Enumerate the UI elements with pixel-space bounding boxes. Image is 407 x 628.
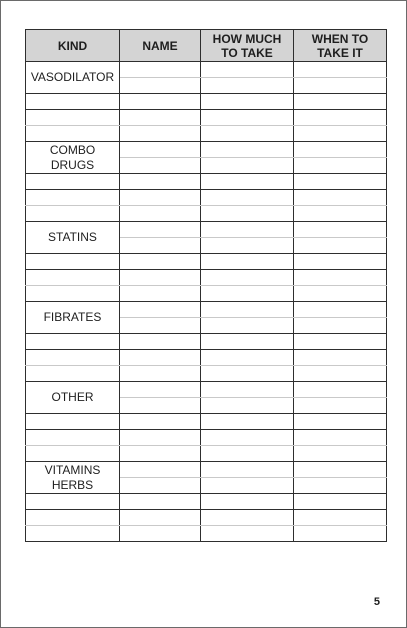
dose-entry-field[interactable] bbox=[201, 94, 294, 110]
name-entry-field[interactable] bbox=[120, 318, 201, 334]
table-row bbox=[26, 462, 387, 478]
kind-entry-field[interactable] bbox=[26, 174, 120, 190]
timing-entry-field[interactable] bbox=[294, 270, 387, 286]
name-entry-field[interactable] bbox=[120, 222, 201, 238]
dose-entry-field[interactable] bbox=[201, 126, 294, 142]
kind-entry-field[interactable] bbox=[26, 190, 120, 206]
timing-entry-field[interactable] bbox=[294, 382, 387, 398]
table-row bbox=[26, 110, 387, 126]
kind-entry-field[interactable] bbox=[26, 366, 120, 382]
kind-label: VITAMINS bbox=[44, 462, 101, 477]
dose-entry-field[interactable] bbox=[201, 206, 294, 222]
timing-entry-field[interactable] bbox=[294, 286, 387, 302]
dose-entry-field[interactable] bbox=[201, 110, 294, 126]
name-entry-field[interactable] bbox=[120, 446, 201, 462]
dose-entry-field[interactable] bbox=[201, 158, 294, 174]
timing-entry-field[interactable] bbox=[294, 110, 387, 126]
name-entry-field[interactable] bbox=[120, 334, 201, 350]
header-when-line-1: WHEN TO bbox=[311, 31, 369, 46]
timing-entry-field[interactable] bbox=[294, 62, 387, 78]
name-entry-field[interactable] bbox=[120, 142, 201, 158]
name-entry-field[interactable] bbox=[120, 126, 201, 142]
timing-entry-field[interactable] bbox=[294, 446, 387, 462]
timing-entry-field[interactable] bbox=[294, 126, 387, 142]
name-entry-field[interactable] bbox=[120, 78, 201, 94]
header-kind: KIND bbox=[26, 30, 120, 62]
name-entry-field[interactable] bbox=[120, 478, 201, 494]
name-entry-field[interactable] bbox=[120, 366, 201, 382]
timing-entry-field[interactable] bbox=[294, 94, 387, 110]
table-row bbox=[26, 62, 387, 78]
timing-entry-field[interactable] bbox=[294, 174, 387, 190]
timing-entry-field[interactable] bbox=[294, 398, 387, 414]
table-row bbox=[26, 382, 387, 398]
name-entry-field[interactable] bbox=[120, 238, 201, 254]
kind-entry-field[interactable] bbox=[26, 206, 120, 222]
name-entry-field[interactable] bbox=[120, 110, 201, 126]
timing-entry-field[interactable] bbox=[294, 366, 387, 382]
name-entry-field[interactable] bbox=[120, 462, 201, 478]
timing-entry-field[interactable] bbox=[294, 462, 387, 478]
name-entry-field[interactable] bbox=[120, 414, 201, 430]
name-entry-field[interactable] bbox=[120, 398, 201, 414]
dose-entry-field[interactable] bbox=[201, 350, 294, 366]
kind-entry-field[interactable] bbox=[26, 270, 120, 286]
table-row bbox=[26, 350, 387, 366]
kind-label: HERBS bbox=[51, 477, 94, 492]
dose-entry-field[interactable] bbox=[201, 382, 294, 398]
dose-entry-field[interactable] bbox=[201, 270, 294, 286]
table-row bbox=[26, 526, 387, 542]
timing-entry-field[interactable] bbox=[294, 414, 387, 430]
dose-entry-field[interactable] bbox=[201, 462, 294, 478]
timing-entry-field[interactable] bbox=[294, 510, 387, 526]
timing-entry-field[interactable] bbox=[294, 158, 387, 174]
dose-entry-field[interactable] bbox=[201, 190, 294, 206]
medication-table-sheet bbox=[25, 29, 386, 542]
timing-entry-field[interactable] bbox=[294, 206, 387, 222]
kind-cell bbox=[26, 302, 120, 334]
name-entry-field[interactable] bbox=[120, 350, 201, 366]
header-how-much-line-1: HOW MUCH bbox=[212, 31, 282, 46]
timing-entry-field[interactable] bbox=[294, 238, 387, 254]
kind-entry-field[interactable] bbox=[26, 286, 120, 302]
table-row bbox=[26, 254, 387, 270]
kind-entry-field[interactable] bbox=[26, 350, 120, 366]
kind-entry-field[interactable] bbox=[26, 510, 120, 526]
timing-entry-field[interactable] bbox=[294, 494, 387, 510]
dose-entry-field[interactable] bbox=[201, 286, 294, 302]
table-row bbox=[26, 414, 387, 430]
name-entry-field[interactable] bbox=[120, 382, 201, 398]
kind-entry-field[interactable] bbox=[26, 430, 120, 446]
dose-entry-field[interactable] bbox=[201, 430, 294, 446]
name-entry-field[interactable] bbox=[120, 302, 201, 318]
table-row bbox=[26, 366, 387, 382]
header-how-much-line-2: TO TAKE bbox=[221, 45, 273, 60]
name-entry-field[interactable] bbox=[120, 494, 201, 510]
timing-entry-field[interactable] bbox=[294, 254, 387, 270]
kind-cell bbox=[26, 142, 120, 174]
table-row bbox=[26, 270, 387, 286]
table-row bbox=[26, 334, 387, 350]
table-row bbox=[26, 286, 387, 302]
kind-label: VASODILATOR bbox=[30, 70, 115, 84]
dose-entry-field[interactable] bbox=[201, 222, 294, 238]
dose-entry-field[interactable] bbox=[201, 366, 294, 382]
kind-entry-field[interactable] bbox=[26, 494, 120, 510]
kind-cell bbox=[26, 222, 120, 254]
table-row bbox=[26, 302, 387, 318]
table-body bbox=[26, 62, 387, 542]
header-when bbox=[294, 30, 387, 62]
table-header bbox=[26, 30, 387, 62]
table-row bbox=[26, 494, 387, 510]
dose-entry-field[interactable] bbox=[201, 302, 294, 318]
kind-entry-field[interactable] bbox=[26, 526, 120, 542]
dose-entry-field[interactable] bbox=[201, 174, 294, 190]
name-entry-field[interactable] bbox=[120, 62, 201, 78]
dose-entry-field[interactable] bbox=[201, 414, 294, 430]
dose-entry-field[interactable] bbox=[201, 398, 294, 414]
kind-label: STATINS bbox=[48, 230, 97, 244]
header-when-line-2: TAKE IT bbox=[317, 45, 363, 60]
table-row bbox=[26, 430, 387, 446]
dose-entry-field[interactable] bbox=[201, 254, 294, 270]
timing-entry-field[interactable] bbox=[294, 334, 387, 350]
kind-cell bbox=[26, 382, 120, 414]
dose-entry-field[interactable] bbox=[201, 510, 294, 526]
dose-entry-field[interactable] bbox=[201, 478, 294, 494]
timing-entry-field[interactable] bbox=[294, 526, 387, 542]
table-row bbox=[26, 222, 387, 238]
kind-entry-field[interactable] bbox=[26, 446, 120, 462]
table-row bbox=[26, 142, 387, 158]
name-entry-field[interactable] bbox=[120, 286, 201, 302]
table-row bbox=[26, 510, 387, 526]
name-entry-field[interactable] bbox=[120, 254, 201, 270]
header-how-much bbox=[201, 30, 294, 62]
timing-entry-field[interactable] bbox=[294, 350, 387, 366]
table-row bbox=[26, 190, 387, 206]
name-entry-field[interactable] bbox=[120, 94, 201, 110]
kind-label: FIBRATES bbox=[43, 310, 102, 324]
dose-entry-field[interactable] bbox=[201, 78, 294, 94]
name-entry-field[interactable] bbox=[120, 174, 201, 190]
kind-entry-field[interactable] bbox=[26, 334, 120, 350]
timing-entry-field[interactable] bbox=[294, 478, 387, 494]
timing-entry-field[interactable] bbox=[294, 78, 387, 94]
table-row bbox=[26, 94, 387, 110]
name-entry-field[interactable] bbox=[120, 270, 201, 286]
name-entry-field[interactable] bbox=[120, 526, 201, 542]
dose-entry-field[interactable] bbox=[201, 142, 294, 158]
name-entry-field[interactable] bbox=[120, 510, 201, 526]
page-number: 5 bbox=[373, 596, 380, 608]
dose-entry-field[interactable] bbox=[201, 526, 294, 542]
kind-label: OTHER bbox=[51, 390, 94, 404]
header-name: NAME bbox=[120, 30, 201, 62]
timing-entry-field[interactable] bbox=[294, 318, 387, 334]
dose-entry-field[interactable] bbox=[201, 446, 294, 462]
dose-entry-field[interactable] bbox=[201, 494, 294, 510]
dose-entry-field[interactable] bbox=[201, 334, 294, 350]
timing-entry-field[interactable] bbox=[294, 142, 387, 158]
kind-label: DRUGS bbox=[50, 157, 95, 172]
name-entry-field[interactable] bbox=[120, 206, 201, 222]
table-row bbox=[26, 174, 387, 190]
table-row bbox=[26, 446, 387, 462]
timing-entry-field[interactable] bbox=[294, 222, 387, 238]
kind-cell bbox=[26, 462, 120, 494]
kind-cell bbox=[26, 62, 120, 94]
table-row bbox=[26, 126, 387, 142]
kind-entry-field[interactable] bbox=[26, 414, 120, 430]
timing-entry-field[interactable] bbox=[294, 430, 387, 446]
kind-entry-field[interactable] bbox=[26, 126, 120, 142]
kind-entry-field[interactable] bbox=[26, 254, 120, 270]
name-entry-field[interactable] bbox=[120, 158, 201, 174]
dose-entry-field[interactable] bbox=[201, 62, 294, 78]
table-row bbox=[26, 206, 387, 222]
timing-entry-field[interactable] bbox=[294, 302, 387, 318]
kind-entry-field[interactable] bbox=[26, 94, 120, 110]
dose-entry-field[interactable] bbox=[201, 318, 294, 334]
dose-entry-field[interactable] bbox=[201, 238, 294, 254]
timing-entry-field[interactable] bbox=[294, 190, 387, 206]
kind-label: COMBO bbox=[49, 142, 96, 157]
name-entry-field[interactable] bbox=[120, 430, 201, 446]
name-entry-field[interactable] bbox=[120, 190, 201, 206]
medication-table bbox=[25, 29, 387, 542]
kind-entry-field[interactable] bbox=[26, 110, 120, 126]
